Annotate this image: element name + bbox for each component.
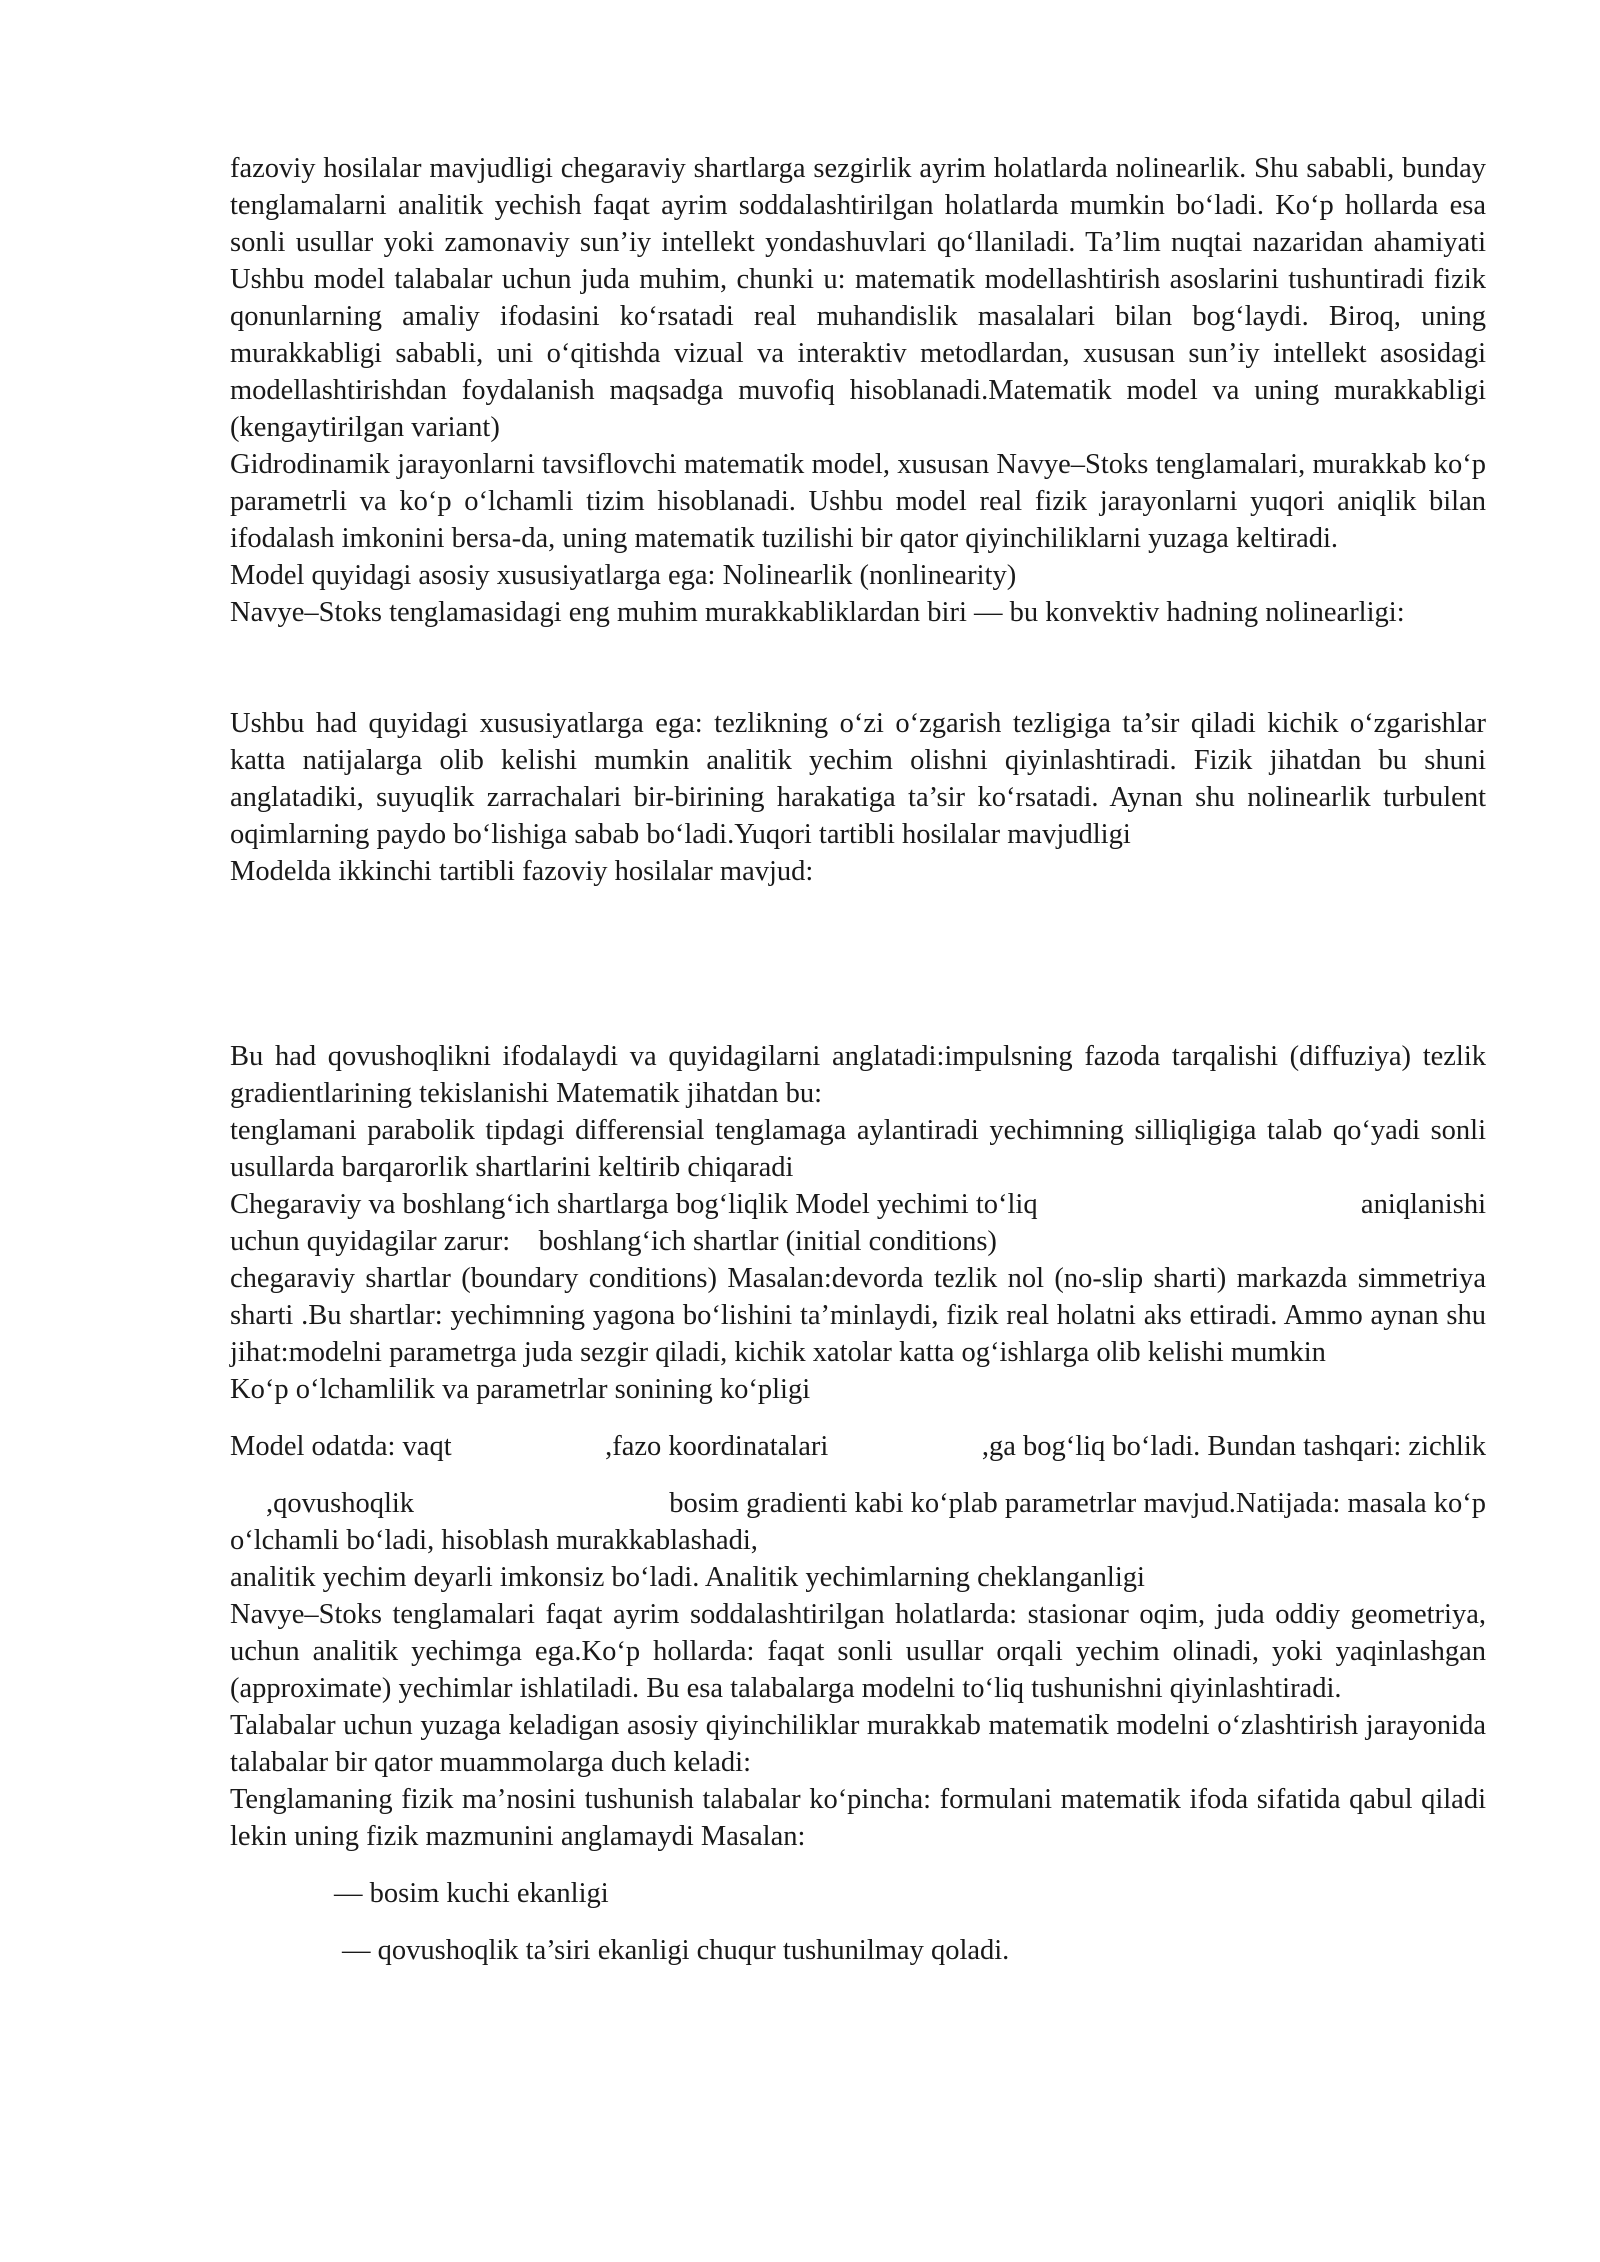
paragraph-boundary-conditions: chegaraviy shartlar (boundary conditions) Masalan:devorda tezlik nol (no-slip sharti) markazda simmetriya sharti .Bu shartlar: yechimning yagona bo‘lishini ta’minlaydi, fizik real holatni aks ettiradi. Ammo aynan shu jihat:modelni parametrga juda sezgir qiladi, kichik xatolar katta og‘ishlarga olib kelishi mumkin [230,1263,1486,1368]
text-boundary-dependence: Chegaraviy va boshlang‘ich shartlarga bog‘liqlik Model yechimi to‘liq [230,1189,1038,1220]
paragraph-student-difficulties: Talabalar uchun yuzaga keladigan asosiy qiyinchiliklar murakkab matematik modelni o‘zlashtirish jarayonida talabalar bir qator muammolarga duch keladi: [230,1710,1486,1778]
formula-placeholder-convective [230,631,1486,705]
paragraph-initial-conditions: uchun quyidagilar zarur: boshlang‘ich shartlar (initial conditions) [230,1226,997,1257]
paragraph-convective-term: Ushbu had quyidagi xususiyatlarga ega: tezlikning o‘zi o‘zgarish tezligiga ta’sir qiladi kichik o‘zgarishlar katta natijalarga olib kelishi mumkin analitik yechim olishni qiyinlashtiradi. Fizik jihatdan bu shuni anglatadiki, suyuqlik zarrachalari bir-birining harakatiga ta’sir ko‘rsatadi. Aynan shu nolinearlik turbulent oqimlarning paydo bo‘lishiga sabab bo‘ladi.Yuqori tartibli hosilalar mavjudligi [230,708,1486,850]
paragraph-parabolic: tenglamani parabolik tipdagi differensial tenglamaga aylantiradi yechimning silliqligiga talab qo‘yadi sonli usullarda barqarorlik shartlarini keltirib chiqaradi [230,1115,1486,1183]
text-aniqlanishi: aniqlanishi [1360,1189,1486,1220]
paragraph-viscosity: Bu had qovushoqlikni ifodalaydi va quyidagilarni anglatadi:impulsning fazoda tarqalishi (diffuziya) tezlik gradientlarining tekislanishi Matematik jihatdan bu: [230,1041,1486,1109]
formula-placeholder-viscous [230,890,1486,1038]
document-body [230,150,1486,1969]
paragraph-second-order: Modelda ikkinchi tartibli fazoviy hosilalar mavjud: [230,856,814,887]
list-item-viscosity: — qovushoqlik ta’siri ekanligi chuqur tushunilmay qoladi. [342,1935,1010,1966]
paragraph-model-description: Gidrodinamik jarayonlarni tavsiflovchi matematik model, xususan Navye–Stoks tenglamalari, murakkab ko‘p parametrli va ko‘p o‘lchamli tizim hisoblanadi. Ushbu model real fizik jarayonlarni yuqori aniqlik bilan ifodalash imkonini bersa-da, uning matematik tuzilishi bir qator qiyinchiliklarni yuzaga keltiradi. [230,449,1486,554]
text-density: ,ga bog‘liq bo‘ladi. Bundan tashqari: zichlik [981,1431,1486,1462]
list-item-pressure: — bosim kuchi ekanligi [334,1878,609,1909]
paragraph-intro: fazoviy hosilalar mavjudligi chegaraviy shartlarga sezgirlik ayrim holatlarda nolinearlik. Shu sababli, bunday tenglamalarni analitik yechish faqat ayrim soddalashtirilgan holatlarda mumkin bo‘ladi. Ko‘p hollarda esa sonli usullar yoki zamonaviy sun’iy intellekt yondashuvlari qo‘llaniladi. Ta’lim nuqtai nazaridan ahamiyati Ushbu model talabalar uchun juda muhim, chunki u: matematik modellashtirish asoslarini tushuntiradi fizik qonunlarning amaliy ifodasini ko‘rsatadi real muhandislik masalalari bilan bog‘laydi. Biroq, uning murakkabligi sababli, uni o‘qitishda vizual va interaktiv metodlardan, xususan sun’iy intellekt asosidagi modellashtirishdan foydalanish maqsadga muvofiq hisoblanadi.Matematik model va uning murakkabligi (kengaytirilgan variant) [230,153,1486,443]
paragraph-analytic-limits: analitik yechim deyarli imkonsiz bo‘ladi. Analitik yechimlarning cheklanganligi [230,1562,1145,1593]
paragraph-multidimensional: Ko‘p o‘lchamlilik va parametrlar sonining ko‘pligi [230,1374,811,1405]
paragraph-nonlinearity: Navye–Stoks tenglamasidagi eng muhim murakkabliklardan biri — bu konvektiv hadning nolinearligi: [230,597,1405,628]
line-viscosity-parameters [230,1485,1486,1522]
paragraph-multidim-result: o‘lchamli bo‘ladi, hisoblash murakkablashadi, [230,1525,758,1556]
paragraph-navier-stokes: Navye–Stoks tenglamalari faqat ayrim soddalashtirilgan holatlarda: stasionar oqim, juda oddiy geometriya, uchun analitik yechimga ega.Ko‘p hollarda: faqat sonli usullar orqali yechim olinadi, yoki yaqinlashgan (approximate) yechimlar ishlatiladi. Bu esa talabalarga modelni to‘liq tushunishni qiyinlashtiradi. [230,1599,1486,1704]
paragraph-physical-meaning: Tenglamaning fizik ma’nosini tushunish talabalar ko‘pincha: formulani matematik ifoda sifatida qabul qiladi lekin uning fizik mazmunini anglamaydi Masalan: [230,1784,1486,1852]
text-pressure-gradient: bosim gradienti kabi ko‘plab parametrlar mavjud.Natijada: masala ko‘p [669,1488,1486,1519]
text-time: Model odatda: vaqt [230,1431,452,1462]
paragraph-properties: Model quyidagi asosiy xususiyatlarga ega: Nolinearlik (nonlinearity) [230,560,1017,591]
text-space-coordinates: ,fazo koordinatalari [605,1431,829,1462]
text-viscosity: ,qovushoqlik [266,1488,415,1519]
line-model-variables [230,1428,1486,1465]
line-boundary-dependence [230,1186,1486,1223]
